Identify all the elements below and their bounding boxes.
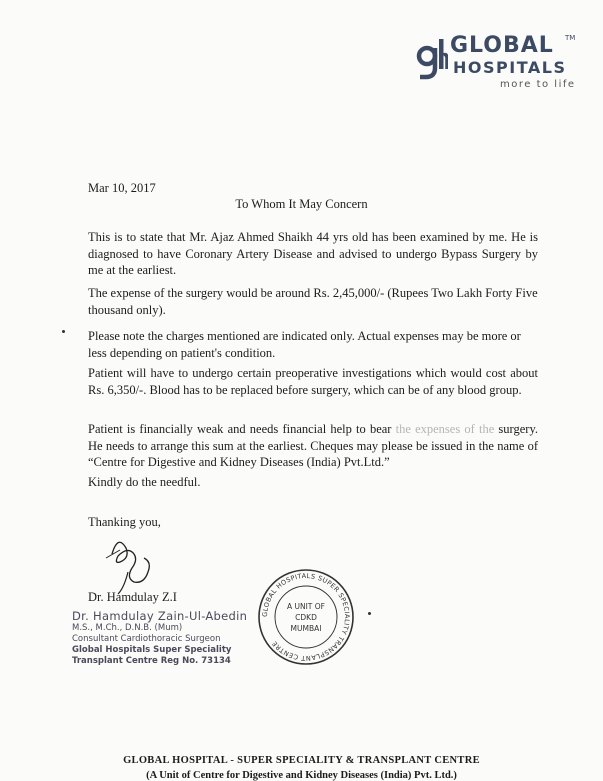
closing-text: Thanking you, — [88, 515, 161, 529]
paragraph-financial-main: Patient is financially weak and needs financial help to bear — [88, 422, 396, 436]
seal-center-line2: CDKD — [295, 613, 317, 622]
brand-subname: HOSPITALS — [453, 58, 567, 77]
trademark-symbol: TM — [565, 34, 576, 42]
hospital-seal-icon — [256, 567, 356, 667]
footer-hospital-name: GLOBAL HOSPITAL - SUPER SPECIALITY & TRANSPLANT CENTRE — [123, 755, 480, 766]
paragraph-diagnosis: This is to state that Mr. Ajaz Ahmed Shaikh 44 yrs old has been examined by me. He is diagnosed to have Coronary Artery Disease and advised to undergo Bypass Surgery by me at the earliest. — [88, 230, 538, 277]
stamp-title: Consultant Cardiothoracic Surgeon — [72, 634, 221, 644]
stamp-hospital: Global Hospitals Super Speciality — [72, 645, 232, 655]
brand-tagline: more to life — [500, 79, 576, 90]
paragraph-request: Kindly do the needful. — [88, 475, 201, 489]
stamp-qualifications: M.S., M.Ch., D.N.B. (Mum) — [72, 623, 183, 633]
paragraph-note: Please note the charges mentioned are indicated only. Actual expenses may be more or less depending on patient's condition. — [88, 329, 521, 360]
footer-company-name: (A Unit of Centre for Digestive and Kidney Diseases (India) Pvt. Ltd.) — [146, 770, 457, 781]
signatory-name: Dr. Hamdulay Z.I — [88, 590, 177, 604]
signature-icon — [104, 528, 164, 598]
paragraph-investigations: Patient will have to undergo certain preoperative investigations which would cost about Rs. 6,350/-. Blood has to be replaced before surgery, which can be of any blood group. — [88, 366, 538, 397]
paragraph-financial — [88, 421, 538, 471]
scan-speck — [62, 330, 65, 333]
brand-name: GLOBAL — [450, 33, 554, 58]
paragraph-financial-faded: the expenses of the — [395, 422, 495, 436]
scan-speck — [368, 612, 371, 615]
paragraph-expense: The expense of the surgery would be around Rs. 2,45,000/- (Rupees Two Lakh Forty Five thousand only). — [88, 286, 538, 317]
seal-ring-text: GLOBAL HOSPITALS SUPER SPECIALITY TRANSPLANT CENTRE — [260, 571, 352, 663]
letter-subject: To Whom It May Concern — [235, 197, 368, 211]
hospital-logo — [416, 34, 586, 94]
seal-center-line3: MUMBAI — [290, 624, 322, 633]
stamp-registration: Transplant Centre Reg No. 73134 — [72, 656, 231, 666]
paragraph-financial-rest: surgery. He needs to arrange this sum at the earliest. Cheques may please be issued in the name of “Centre for Digestive and Kidney Diseases (India) Pvt.Ltd.” — [88, 422, 539, 469]
stamp-doctor-name: Dr. Hamdulay Zain-Ul-Abedin — [72, 609, 248, 623]
seal-center-line1: A UNIT OF — [286, 602, 326, 611]
letter-date: Mar 10, 2017 — [88, 181, 156, 195]
gh-logo-icon — [416, 36, 448, 80]
